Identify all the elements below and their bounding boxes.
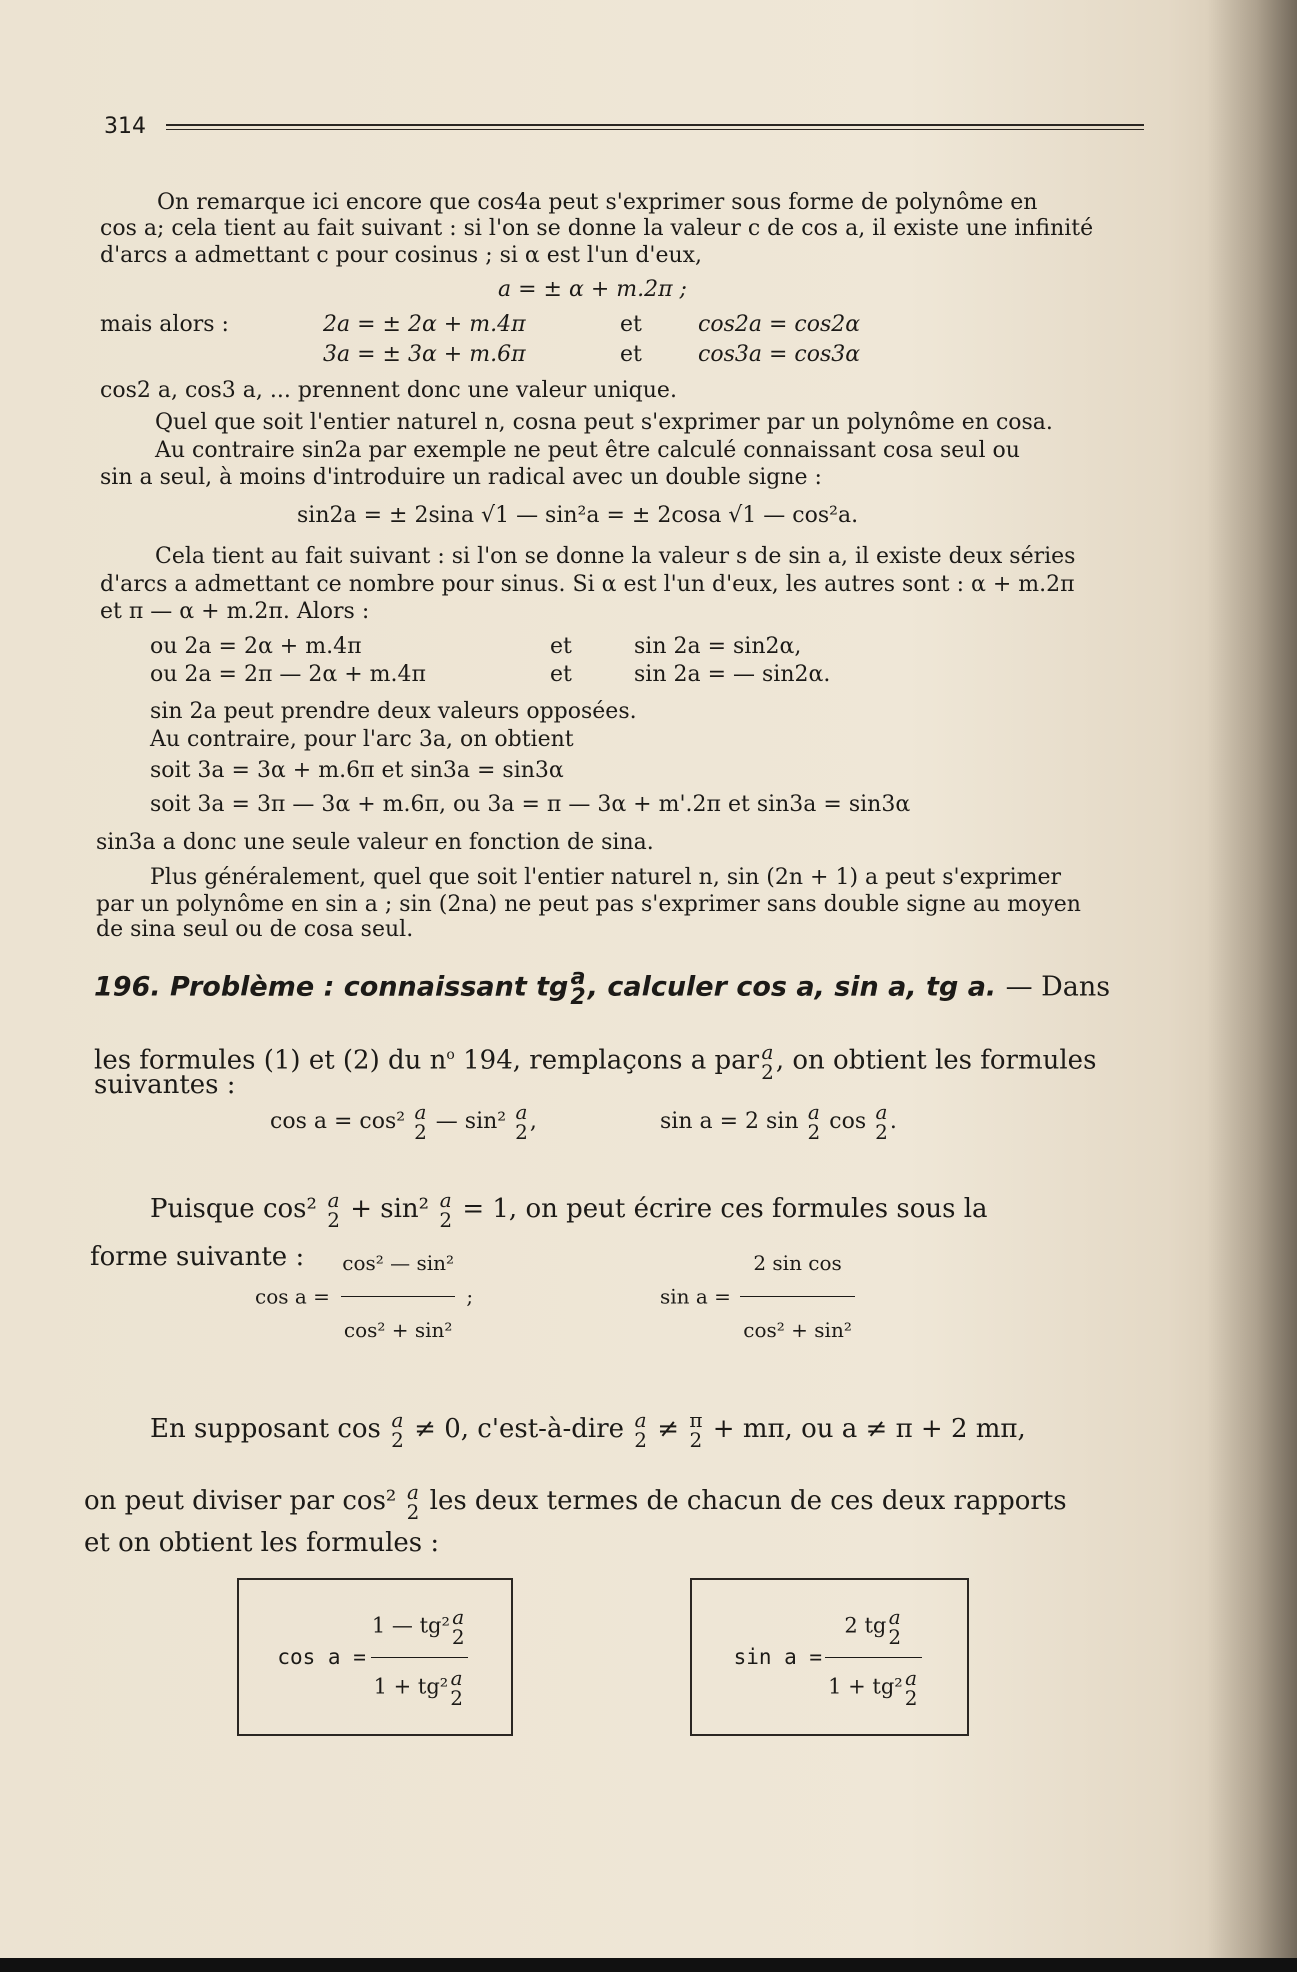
fraction-num: a — [888, 1604, 901, 1629]
text-line — [94, 1040, 1096, 1082]
fraction-den: 2 — [327, 1208, 340, 1232]
fraction-num: a — [570, 965, 586, 990]
text-span: les formules (1) et (2) du n — [94, 1045, 447, 1076]
equation: sin 2a = sin2α, — [634, 634, 802, 659]
text-line: Quel que soit l'entier naturel n, cosna peut s'exprimer par un polynôme en cosa. — [155, 410, 1053, 435]
text-span: 1 + tg² — [828, 1674, 903, 1698]
fraction-den: 2 — [875, 1120, 888, 1144]
text-span: cos a = — [277, 1645, 366, 1669]
fraction-num: π — [689, 1408, 703, 1432]
text-line: et on obtient les formules : — [84, 1528, 440, 1558]
text-line — [150, 1190, 988, 1230]
fraction-denominator — [371, 1657, 468, 1708]
text-line: sin3a a donc une seule valeur en fonction de sina. — [96, 830, 654, 855]
text-span: les deux termes de chacun de ces deux rapports — [429, 1486, 1067, 1516]
fraction-num: a — [905, 1665, 918, 1690]
equation: 2a = ± 2α + m.4π — [323, 312, 526, 337]
text-span: . — [889, 1109, 897, 1134]
boxed-formula-sin — [690, 1578, 969, 1736]
text-line — [84, 1482, 1067, 1522]
text-span: 1 + tg² — [373, 1674, 449, 1698]
fraction-num: a — [414, 1100, 427, 1124]
equation: sin 2a = — sin2α. — [634, 662, 831, 687]
text-span: 1 — tg² — [371, 1613, 450, 1637]
text-line: cos a; cela tient au fait suivant : si l'on se donne la valeur c de cos a, il existe une infinité — [100, 216, 1094, 241]
text-span: 194, remplaçons a par — [454, 1045, 760, 1076]
fraction-num: a — [761, 1039, 774, 1064]
text-span: sin a = 2 sin — [660, 1109, 799, 1134]
equation-sin-a — [660, 1102, 897, 1142]
text-span: — sin² — [435, 1109, 507, 1134]
text-span: 2 tg — [844, 1613, 887, 1637]
section-dash: — Dans — [1005, 971, 1111, 1003]
text-span: cos — [829, 1109, 867, 1134]
fraction-numerator: cos² — sin² — [342, 1251, 455, 1275]
text-line: sin 2a peut prendre deux valeurs opposées. — [150, 699, 637, 724]
equation: cos2a = cos2α — [698, 312, 861, 337]
text-span: ; — [466, 1284, 474, 1309]
fraction-num: a — [515, 1100, 528, 1124]
text-line: et — [550, 634, 572, 659]
equation-cos-a — [270, 1102, 537, 1142]
text-line: forme suivante : — [90, 1242, 305, 1272]
text-line: et — [620, 342, 642, 367]
fraction-den: 2 — [689, 1428, 703, 1452]
fraction-sin-a — [660, 1250, 858, 1343]
text-line: sin a seul, à moins d'introduire un radical avec un double signe : — [100, 465, 822, 490]
text-line: cos2 a, cos3 a, ... prennent donc une valeur unique. — [100, 378, 677, 403]
text-line: Au contraire sin2a par exemple ne peut être calculé connaissant cosa seul ou — [155, 438, 1020, 463]
fraction-denominator: cos² + sin² — [341, 1296, 456, 1343]
fraction-den: 2 — [414, 1120, 427, 1144]
fraction-den: 2 — [807, 1120, 821, 1144]
fraction-num: a — [450, 1665, 463, 1690]
text-line: et π — α + m.2π. Alors : — [100, 599, 370, 624]
text-span: cos a = cos² — [270, 1109, 406, 1134]
text-line: et — [550, 662, 572, 687]
equation: sin2a = ± 2sina √1 — sin²a = ± 2cosa √1 — cos²a. — [297, 503, 859, 528]
fraction-num: a — [327, 1188, 340, 1212]
fraction-numerator — [369, 1604, 470, 1657]
fraction-den: 2 — [634, 1428, 648, 1452]
fraction-den: 2 — [570, 985, 586, 1010]
text-line — [150, 1410, 1026, 1450]
equation: ou 2a = 2π — 2α + m.4π — [150, 662, 426, 687]
text-span: Puisque cos² — [150, 1194, 317, 1224]
fraction-num: a — [391, 1408, 404, 1432]
section-title-b: , calculer cos a, sin a, tg a. — [587, 971, 997, 1003]
fraction-den: 2 — [439, 1208, 453, 1232]
text-line: de sina seul ou de cosa seul. — [96, 917, 414, 942]
fraction-den: 2 — [515, 1120, 528, 1144]
section-heading — [94, 965, 1111, 1010]
fraction-cos-a — [255, 1250, 473, 1343]
equation: 3a = ± 3α + m.6π — [323, 342, 526, 367]
page-header — [104, 112, 1144, 142]
text-span: + sin² — [350, 1194, 430, 1224]
fraction-num: a — [452, 1604, 465, 1629]
text-line: par un polynôme en sin a ; sin (2na) ne peut pas s'exprimer sans double signe au moyen — [96, 892, 1081, 917]
fraction-den: 2 — [450, 1685, 463, 1710]
fraction-num: a — [439, 1188, 452, 1212]
text-span: ≠ — [657, 1414, 680, 1444]
fraction-den: 2 — [904, 1685, 918, 1710]
text-span: , — [529, 1109, 537, 1134]
fraction-num: a — [407, 1480, 419, 1504]
text-span: on peut diviser par cos² — [84, 1486, 397, 1516]
equation: a = ± α + m.2π ; — [498, 277, 687, 302]
fraction-num: a — [807, 1100, 820, 1124]
text-line: On remarque ici encore que cos4a peut s'exprimer sous forme de polynôme en — [157, 190, 1038, 215]
text-span: , on obtient les formules — [775, 1045, 1097, 1076]
text-line: d'arcs a admettant ce nombre pour sinus. Si α est l'un d'eux, les autres sont : α + m.2π — [100, 572, 1075, 597]
text-span: = 1, on peut écrire ces formules sous la — [462, 1194, 988, 1224]
fraction-numerator: 2 sin cos — [753, 1251, 842, 1275]
fraction-denominator: cos² + sin² — [740, 1296, 855, 1343]
text-span: + mπ, ou a ≠ π + 2 mπ, — [712, 1414, 1026, 1444]
header-rule-thin — [166, 129, 1144, 130]
equation: cos3a = cos3α — [698, 342, 861, 367]
text-line: mais alors : — [100, 312, 229, 337]
header-rule — [166, 124, 1144, 126]
fraction-denominator — [825, 1657, 922, 1708]
text-span: sin a = — [660, 1284, 731, 1309]
text-line: Plus généralement, quel que soit l'entier naturel n, sin (2n + 1) a peut s'exprimer — [150, 865, 1062, 890]
text-span: cos a = — [255, 1284, 330, 1309]
fraction-num: a — [875, 1100, 888, 1124]
text-line: Cela tient au fait suivant : si l'on se donne la valeur s de sin a, il existe deux séries — [155, 544, 1076, 569]
text-line: Au contraire, pour l'arc 3a, on obtient — [150, 727, 574, 752]
fraction-num: a — [634, 1408, 647, 1432]
fraction-den: 2 — [406, 1500, 420, 1524]
superscript: o — [446, 1047, 455, 1063]
page-number: 314 — [104, 114, 146, 139]
text-span: sin a = — [733, 1645, 823, 1669]
boxed-formula-cos — [237, 1578, 513, 1736]
fraction-numerator — [841, 1604, 906, 1657]
fraction-den: 2 — [391, 1428, 404, 1452]
scan-bottom-edge — [0, 1958, 1297, 1972]
fraction-den: 2 — [451, 1624, 465, 1649]
equation: soit 3a = 3π — 3α + m.6π, ou 3a = π — 3α + m'.2π et sin3a = sin3α — [150, 792, 911, 817]
text-line: d'arcs a admettant c pour cosinus ; si α est l'un d'eux, — [100, 243, 703, 268]
text-span: ≠ 0, c'est-à-dire — [414, 1414, 625, 1444]
book-spine-shadow — [1207, 0, 1297, 1972]
fraction-den: 2 — [888, 1624, 902, 1649]
text-span: En supposant cos — [150, 1414, 381, 1444]
text-line: suivantes : — [94, 1070, 236, 1100]
equation: ou 2a = 2α + m.4π — [150, 634, 362, 659]
fraction-den: 2 — [761, 1059, 774, 1084]
equation: soit 3a = 3α + m.6π et sin3a = sin3α — [150, 758, 564, 783]
section-title-a: 196. Problème : connaissant tg — [94, 971, 569, 1003]
text-line: et — [620, 312, 642, 337]
